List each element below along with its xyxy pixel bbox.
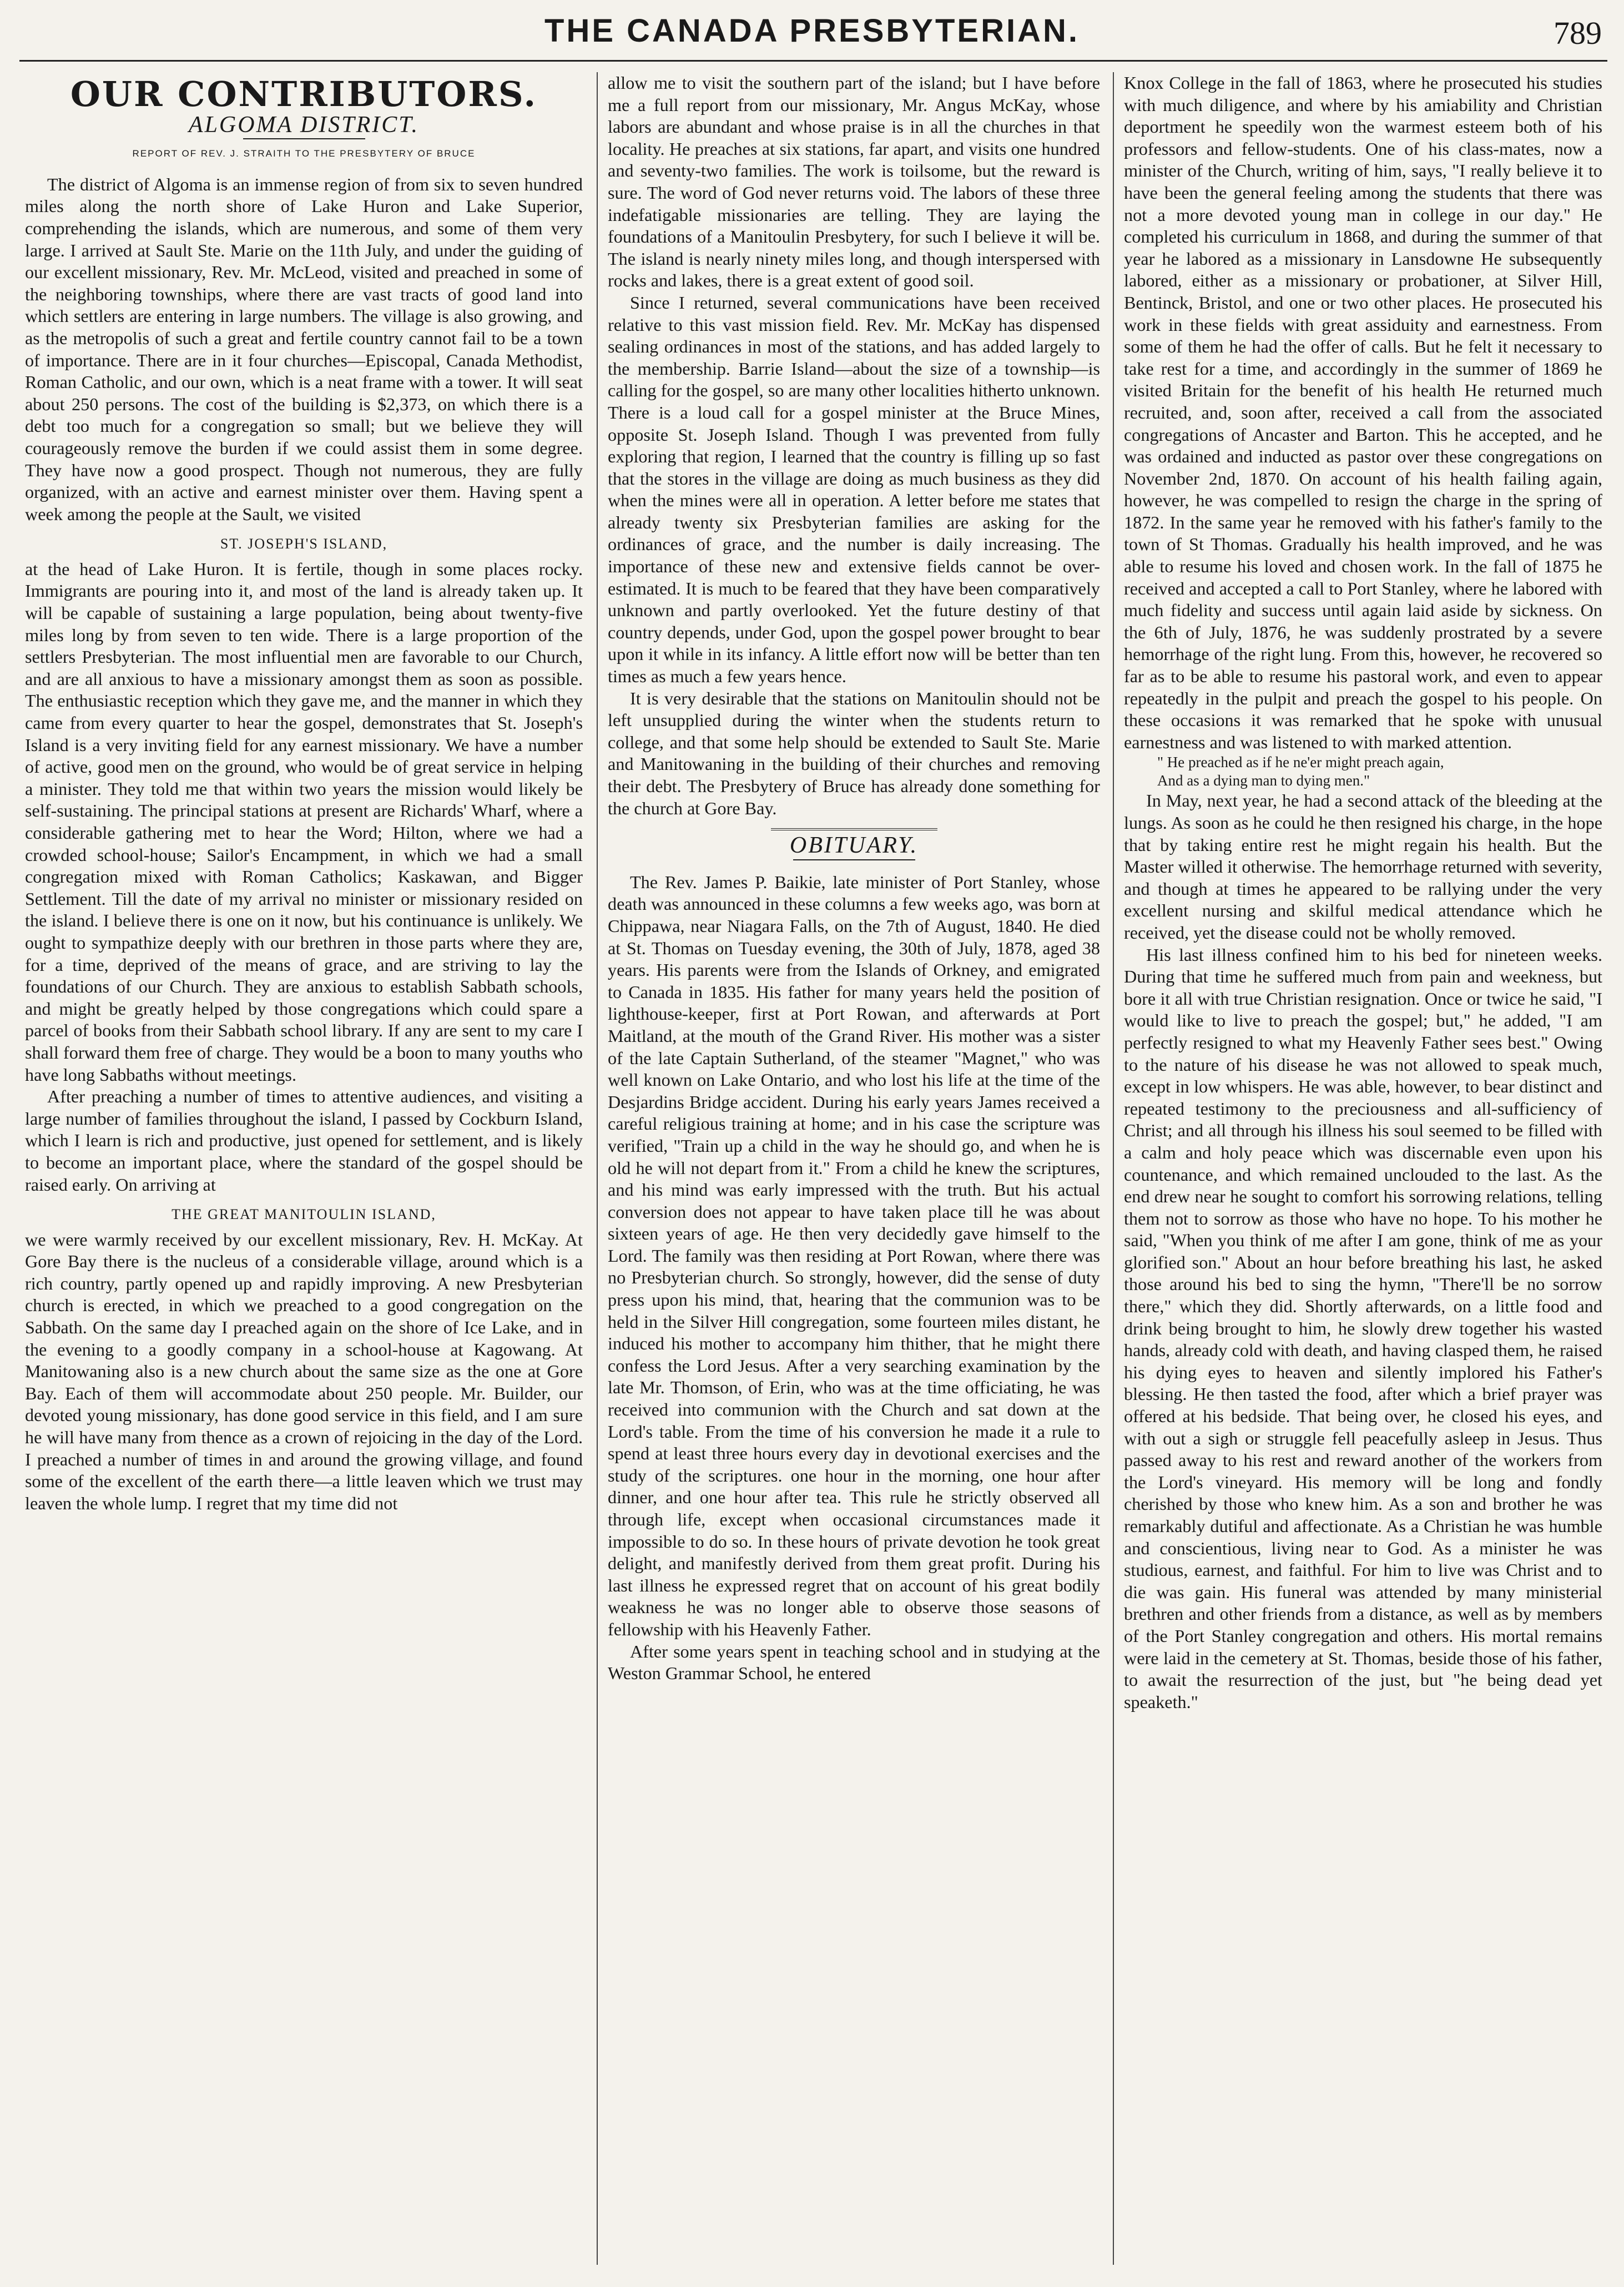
paragraph: we were warmly received by our excellent missionary, Rev. H. McKay. At Gore Bay there is the nucleus of a considerable village, around which is a rich country, partly opened up and rapidly improving. A new Presbyterian church is erected, in which we preached to a good congregation on the Sabbath. On the same day I preached again on the shore of Ice Lake, and in the evening to a goodly company in a school-house at Kagowang. At Manitowaning also is a new church about the same size as the one at Gore Bay. Each of them will accommodate about 250 people. Mr. Builder, our devoted young missionary, has done good service in this field, and I am sure he will have many from thence as a crown of rejoicing in the day of the Lord. I preached a number of times in and around the growing village, and found some of the excellent of the earth there—a little leaven which we trust may leaven the whole lump. I regret that my time did not — [25, 1229, 583, 1513]
newspaper-title: THE CANADA PRESBYTERIAN. — [544, 13, 1080, 49]
page-number: 789 — [1554, 15, 1602, 51]
column-3 — [1124, 72, 1602, 2265]
paragraph: Knox College in the fall of 1863, where he prosecuted his studies with much diligence, and where by his amiability and Christian deportment he speedily won the warmest esteem both of his professors and fellow-students. One of his class-mates, now a minister of the Church, writing of him, says, "I really believe it to have been the general feeling among the students that there was not a more devoted young man in college in our day." He completed his curriculum in 1868, and during the summer of that year he labored as a missionary in Lansdowne He subsequently labored, either as a missionary or probationer, at Silver Hill, Bentinck, Bristol, and one or two other places. He prosecuted his work in these fields with great assiduity and earnestness. From some of them he had the offer of calls. But he felt it necessary to take rest for a time, and accordingly in the summer of 1869 he visited Britain for the benefit of his health He returned much recruited, and, soon after, received a call from the associated congregations of Ancaster and Barton. This he accepted, and he was ordained and inducted as pastor over these congregations on November 2nd, 1870. On account of his health failing again, however, he was compelled to resign the charge in the spring of 1872. In the same year he removed with his father's family to the town of St Thomas. Gradually his health improved, and he was able to resume his loved and chosen work. In the fall of 1875 he received and accepted a call to Port Stanley, where he labored with much fidelity and success until again laid aside by sickness. On the 6th of July, 1876, he was suddenly prostrated by a severe hemorrhage of the right lung. From this, however, he recovered so far as to be able to resume his pastoral work, and even to appear repeatedly in the pulpit and preach the gospel to his people. On these occasions it was remarked that he spoke with unusual earnestness and was listened to with marked attention. — [1124, 73, 1602, 752]
paragraph: His last illness confined him to his bed for nineteen weeks. During that time he suffered much from pain and weekness, but bore it all with true Christian resignation. Once or twice he said, "I would like to live to preach the gospel; but," he added, "I am perfectly resigned to what my Heavenly Father sees best." Owing to the nature of his disease he was not allowed to speak much, except in low whispers. He was able, however, to bear distinct and repeated testimony to the preciousness and all-sufficiency of Christ; and all through his illness his soul seemed to be filled with a calm and holy peace which was discernable even upon his countenance, and which remained unclouded to the last. As the end drew near he sought to comfort his sorrowing relations, telling them not to sorrow as those who have no hope. To his mother he said, "When you think of me after I am gone, think of me as your glorified son." About an hour before breathing his last, he asked those around his bed to sing the hymn, "There'll be no sorrow there," which they did. Shortly afterwards, on a little food and drink being brought to him, he slowly drew together his wasted hands, already cold with death, and having clasped them, he raised his dying eyes to heaven and silently implored his Father's blessing. He then tasted the food, after which a brief prayer was offered at his bedside. That being over, he closed his eyes, and with out a sigh or struggle fell peacefully asleep in Jesus. Thus passed away to his rest and reward another of the workers from the Lord's vineyard. His memory will be long and fondly cherished by those who knew him. As a son and brother he was remarkably dutiful and affectionate. As a Christian he was humble and conscientious, living near to God. As a minister he was studious, earnest, and faithful. For him to live was Christ and to die was gain. His funeral was attended by many ministerial brethren and other friends from a distance, as well as by members of the Port Stanley congregation and others. His mortal remains were laid in the cemetery at St. Thomas, beside those of his father, to await the resurrection of the just, but "he being dead yet speaketh." — [1124, 944, 1602, 1712]
paragraph: The Rev. James P. Baikie, late minister of Port Stanley, whose death was announced in these columns a few weeks ago, was born at Chippawa, near Niagara Falls, on the 7th of August, 1840. He died at St. Thomas on Tuesday evening, the 30th of July, 1878, aged 38 years. His parents were from the Islands of Orkney, and emigrated to Canada in 1835. His father for many years held the position of lighthouse-keeper, first at Port Rowan, and afterwards at Port Maitland, at the mouth of the Grand River. His mother was a sister of the late Captain Sutherland, of the steamer "Magnet," who was well known on Lake Ontario, and who lost his life at the time of the Desjardins Bridge accident. During his early years James received a careful religious training at home; and in his case the scripture was verified, "Train up a child in the way he should go, and when he is old he will not depart from it." From a child he knew the scriptures, and his mind was early impressed with the truth. But his actual conversion does not appear to have taken place till he was about sixteen years of age. He then very decidedly gave himself to the Lord. The family was then residing at Port Rowan, where there was no Presbyterian church. So strongly, however, did the sense of duty press upon his mind, that, hearing that the communion was to be held in the Silver Hill congregation, some fourteen miles distant, he induced his mother to accompany him thither, that he might there confess the Lord Jesus. After a very searching examination by the late Mr. Thomson, of Erin, who was at the time officiating, he was received into communion with the Church and sat down at the Lord's table. From the time of his conversion he made it a rule to spend at least three hours every day in devotional exercises and the study of the scriptures. one hour in the morning, one hour after dinner, and one hour after tea. This rule he strictly observed all through life, except when occasional circumstances made it impossible to do so. In these hours of private devotion he took great delight, and manifestly derived from them great profit. During his last illness he expressed regret that on account of his great bodily weakness he was no longer able to observe those seasons of fellowship with his Heavenly Father. — [608, 872, 1100, 1639]
obituary-rule — [771, 828, 937, 830]
paragraph: Since I returned, several communications have been received relative to this vast mission field. Rev. Mr. McKay has dispensed sealing ordinances in most of the stations, and has added largely to the membership. Barrie Island—about the size of a township—is calling for the gospel, so are many other localities hitherto unknown. There is a loud call for a gospel minister at the Bruce Mines, opposite St. Joseph Island. Though I was prevented from fully exploring that region, I learned that the country is filling up so fast that the stores in the village are doing as much business as they did when the mines were all in operation. A letter before me states that already twenty six Presbyterian families are asking for the ordinances of grace, and the number is daily increasing. The importance of these new and extensive fields cannot be over-estimated. It is much to be feared that they have been comparatively unknown and partly overlooked. Yet the future destiny of that country depends, under God, upon the gospel power brought to bear upon it while in its infancy. A little effort now will be better than ten times as much a few years hence. — [608, 292, 1100, 687]
column-1 — [25, 72, 583, 2265]
verse-line: And as a dying man to dying men." — [1157, 772, 1370, 789]
title-rule — [243, 138, 365, 139]
column-divider — [1113, 72, 1114, 2265]
verse-quote — [1124, 753, 1602, 790]
paragraph: allow me to visit the southern part of the island; but I have before me a full report from our missionary, Mr. Angus McKay, whose labors are abundant and whose praise is in all the churches in that locality. He preaches at six stations, far apart, and visits one hundred and seventy-two families. The work is toilsome, but the reward is sure. The word of God never returns void. The labors of these three indefatigable missionaries are telling. They are laying the foundations of a Manitoulin Presbytery, for such I believe it will be. The island is nearly ninety miles long, and though interspersed with rocks and lakes, there is a great extent of good soil. — [608, 73, 1100, 291]
verse-line: " He preached as if he ne'er might preach again, — [1157, 754, 1444, 771]
title-rule — [793, 859, 915, 860]
section-title: OUR CONTRIBUTORS. — [70, 74, 538, 114]
paragraph: at the head of Lake Huron. It is fertile, though in some places rocky. Immigrants are pouring into it, and most of the land is already taken up. It will be capable of sustaining a large population, being about twenty-five miles long by from seven to ten wide. There is a large proportion of the settlers Presbyterian. The most influential men are favorable to our Church, and are all anxious to have a missionary amongst them as soon as possible. The enthusiastic reception which they gave me, and the manner in which they came from every quarter to hear the gospel, demonstrates that St. Joseph's Island is a very inviting field for any earnest missionary. We have a number of active, good men on the ground, who would be of great service in helping a minister. They told me that within two years the mission would likely be self-sustaining. The principal stations at present are Richards' Wharf, where a considerable gathering met to hear the Word; Hilton, where we had a crowded school-house; Sailor's Encampment, in which we had a small congregation mixed with Roman Catholics; Kaskawan, and Bigger Settlement. Till the date of my arrival no minister or missionary resided on the island. I believe there is one on it now, but his continuance is unlikely. We ought to sympathize deeply with our brethren in those parts where they are, for a time, deprived of the means of grace, and are striving to lay the foundations of our Church. They are anxious to establish Sabbath schools, and might be greatly helped by those congregations which could spare a parcel of books from their Sabbath school library. If any are sent to my care I shall forward them free of charge. They would be a boon to many youths who have long Sabbaths without meetings. — [25, 558, 583, 1085]
byline: REPORT OF REV. J. STRAITH TO THE PRESBYTERY OF BRUCE — [132, 148, 476, 159]
paragraph: It is very desirable that the stations on Manitoulin should not be left unsupplied during the winter when the students return to college, and that some help should be extended to Sault Ste. Marie and Manitowaning in the building of their churches and removing their debt. The Presbytery of Bruce has already done something for the church at Gore Bay. — [608, 688, 1100, 818]
place-heading: THE GREAT MANITOULIN ISLAND, — [172, 1206, 436, 1223]
paragraph: After preaching a number of times to attentive audiences, and visiting a large number of families throughout the island, I passed by Cockburn Island, which I learn is rich and productive, just opened for settlement, and is likely to become an important place, where the standard of the gospel should be raised early. On arriving at — [25, 1086, 583, 1195]
paragraph: In May, next year, he had a second attack of the bleeding at the lungs. As soon as he could he then resigned his charge, in the hope that by taking entire rest he might regain his health. But the Master willed it otherwise. The hemorrhage returned with severity, and though at times he appeared to be rallying under the very excellent nursing and skilful medical attendance which he received, yet the disease could not be wholly removed. — [1124, 790, 1602, 943]
place-heading: ST. JOSEPH'S ISLAND, — [220, 536, 388, 552]
column-2 — [608, 72, 1100, 2265]
paragraph: The district of Algoma is an immense region of from six to seven hundred miles along the north shore of Lake Huron and Lake Superior, comprehending the islands, which are numerous, and some of them very large. I arrived at Sault Ste. Marie on the 11th July, and under the guiding of our excellent missionary, Rev. Mr. McLeod, visited and preached in some of the neighboring townships, where there are vast tracts of good land into which settlers are entering in large numbers. The village is also growing, and as the metropolis of such a great and fertile country cannot fail to be a town of importance. There are in it four churches—Episcopal, Canada Methodist, Roman Catholic, and our own, which is a neat frame with a tower. It will seat about 250 persons. The cost of the building is $2,373, on which there is a debt too much for a congregation so small; but we believe they will courageously remove the burden if we could assist them in some degree. They have now a good prospect. Though not numerous, they are fully organized, with an active and earnest minister over them. Having spent a week among the people at the Sault, we visited — [25, 174, 583, 524]
column-divider — [597, 72, 598, 2265]
obituary-title: OBITUARY. — [789, 833, 919, 859]
paragraph: After some years spent in teaching school and in studying at the Weston Grammar School, he entered — [608, 1641, 1100, 1684]
article-title: ALGOMA DISTRICT. — [188, 112, 420, 138]
masthead-rule — [19, 60, 1607, 62]
